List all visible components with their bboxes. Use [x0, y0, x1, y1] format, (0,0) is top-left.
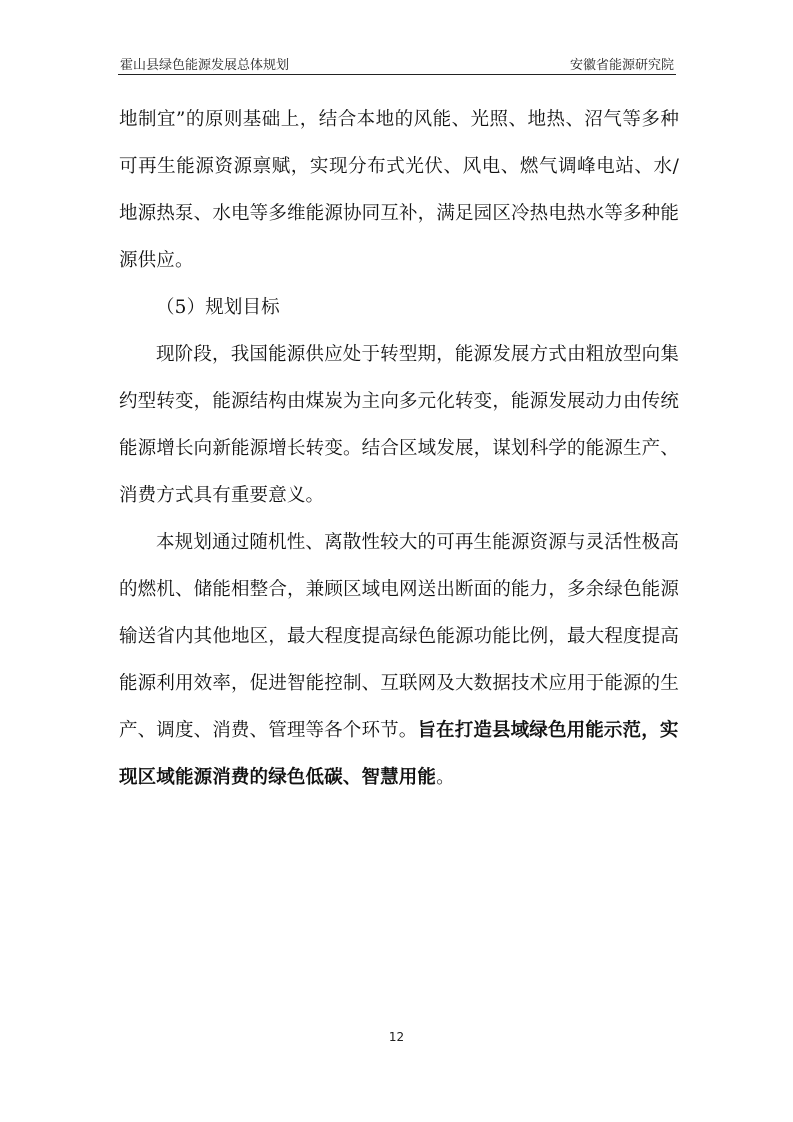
paragraph-energy-complementarity [119, 96, 679, 284]
header-organization: 安徽省能源研究院 [569, 58, 674, 73]
paragraph-line: 地源热泵、水电等多维能源协同互补，满足园区冷热电热水等多种能 [119, 203, 679, 224]
page-body [119, 96, 679, 801]
paragraph-bold-text: 旨在打造县域绿色用能示范，实 [417, 720, 679, 741]
paragraph-bold-text: 现区域能源消费的绿色低碳、智慧用能 [119, 767, 437, 788]
paragraph-line: 地制宜”的原则基础上，结合本地的风能、光照、地热、沼气等多种 [119, 109, 679, 130]
page-number: 12 [388, 1030, 405, 1044]
paragraph-line: 本规划通过随机性、离散性较大的可再生能源资源与灵活性极高 [156, 532, 679, 553]
paragraph-line: 约型转变，能源结构由煤炭为主向多元化转变，能源发展动力由传统 [119, 391, 679, 412]
paragraph-line-mixed [119, 707, 679, 754]
paragraph-line: 能源利用效率，促进智能控制、互联网及大数据技术应用于能源的生 [119, 673, 679, 694]
paragraph-line: 输送省内其他地区，最大程度提高绿色能源功能比例，最大程度提高 [119, 626, 679, 647]
header-document-title: 霍山县绿色能源发展总体规划 [120, 58, 290, 73]
paragraph-line: 现阶段，我国能源供应处于转型期，能源发展方式由粗放型向集 [156, 344, 679, 365]
paragraph-line: 能源增长向新能源增长转变。结合区域发展，谋划科学的能源生产、 [119, 438, 679, 459]
paragraph-plan-approach [119, 519, 679, 801]
paragraph-text: 。 [436, 767, 455, 788]
paragraph-line-final [119, 754, 679, 801]
paragraph-line: 源供应。 [119, 250, 194, 271]
paragraph-line: 消费方式具有重要意义。 [119, 485, 325, 506]
paragraph-line: 可再生能源资源禀赋，实现分布式光伏、风电、燃气调峰电站、水/ [119, 156, 679, 177]
paragraph-text: 产、调度、消费、管理等各个环节。 [119, 720, 418, 741]
paragraph-line: 的燃机、储能相整合，兼顾区域电网送出断面的能力，多余绿色能源 [119, 579, 679, 600]
section-heading-planning-goals: （5）规划目标 [156, 297, 280, 318]
page-header [118, 52, 676, 75]
paragraph-current-stage [119, 331, 679, 519]
